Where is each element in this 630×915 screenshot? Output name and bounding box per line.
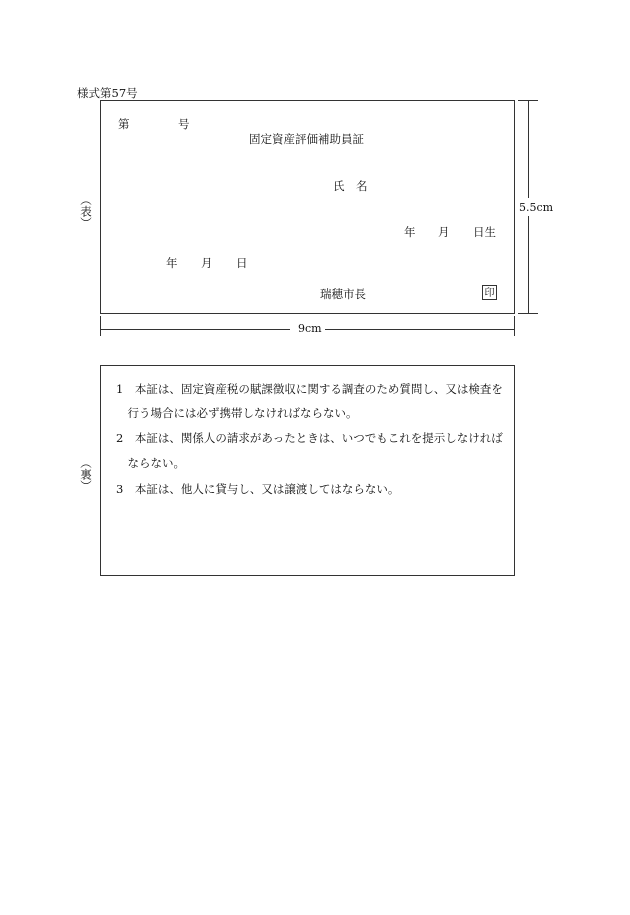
height-dim-line-lower — [528, 216, 529, 313]
height-dim-label: 5.5cm — [519, 201, 554, 214]
width-dim-label: 9cm — [298, 322, 322, 335]
width-dim-left-tick — [100, 316, 101, 336]
birth-month: 月 — [438, 225, 450, 239]
back-side-label: （裏） — [79, 457, 93, 492]
width-dim-line-right — [325, 329, 514, 330]
birth-day: 日生 — [473, 225, 496, 239]
name-label: 氏 名 — [333, 179, 368, 193]
width-dim-right-tick — [514, 316, 515, 336]
issue-year: 年 — [166, 256, 178, 270]
seal-stamp: 印 — [482, 285, 497, 300]
issue-day: 日 — [236, 256, 248, 270]
height-dim-bottom-tick — [518, 313, 538, 314]
back-line-4: ならない。 — [116, 456, 185, 470]
issue-month: 月 — [201, 256, 213, 270]
form-number: 様式第57号 — [77, 86, 138, 100]
card-title: 固定資産評価補助員証 — [249, 132, 364, 146]
back-line-3: 2 本証は、関係人の請求があったときは、いつでもこれを提示しなければ — [116, 431, 503, 445]
height-dim-line-upper — [528, 100, 529, 198]
issuer: 瑞穂市長 — [320, 287, 366, 301]
birth-year: 年 — [404, 225, 416, 239]
back-line-2: 行う場合には必ず携帯しなければならない。 — [116, 406, 358, 420]
back-line-5: 3 本証は、他人に貸与し、又は譲渡してはならない。 — [116, 482, 400, 496]
number-suffix: 号 — [178, 117, 190, 131]
back-line-1: 1 本証は、固定資産税の賦課徴収に関する調査のため質問し、又は検査を — [116, 382, 503, 396]
front-side-label: （表） — [79, 194, 93, 229]
number-prefix: 第 — [118, 117, 130, 131]
width-dim-line-left — [100, 329, 290, 330]
